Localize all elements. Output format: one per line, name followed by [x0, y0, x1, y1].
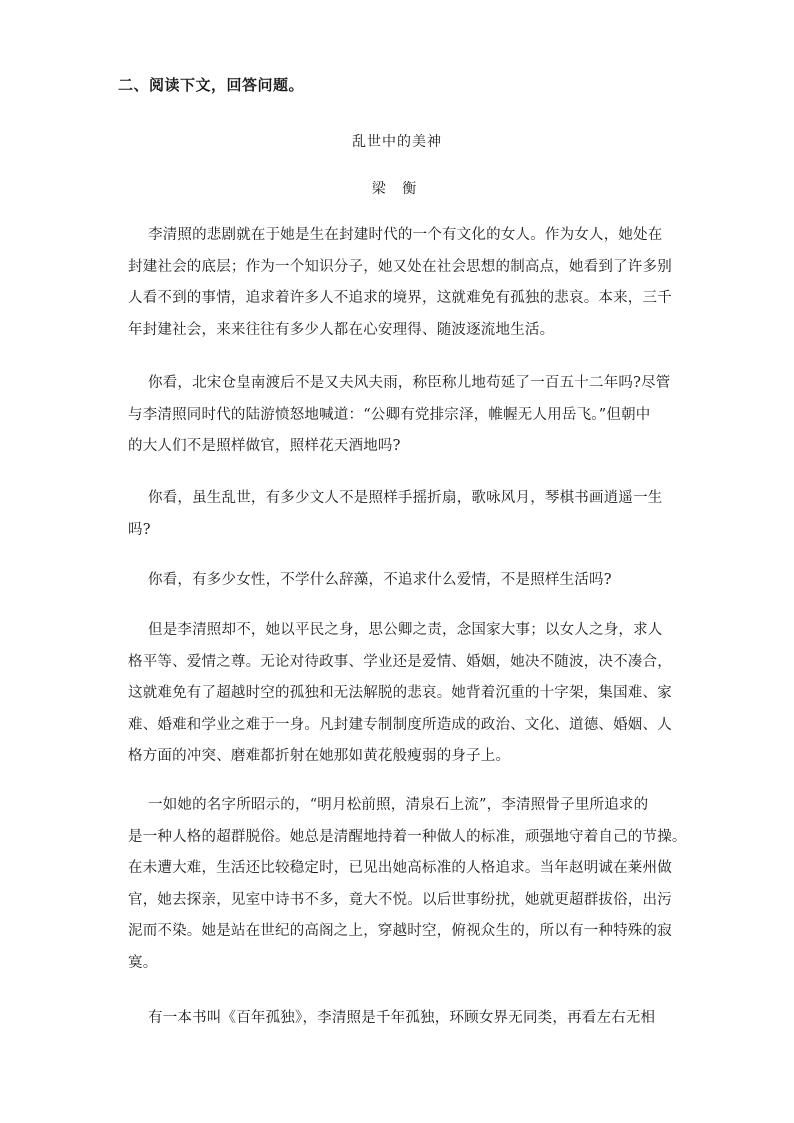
paragraph-6: [128, 790, 728, 979]
paragraph-line: 是一种人格的超群脱俗。她总是清醒地持着一种做人的标准，顽强地守着自己的节操。: [128, 828, 687, 845]
paragraph-line: 与李清照同时代的陆游愤怒地喊道：“公卿有党排宗泽，帷幄无人用岳飞。”但朝中: [128, 406, 651, 423]
paragraph-line: 格平等、爱情之尊。无论对待政事、学业还是爱情、婚姻，她决不随波，决不凑合，: [128, 653, 672, 670]
paragraph-line: 一如她的名字所昭示的，“明月松前照，清泉石上流”，李清照骨子里所追求的: [148, 797, 649, 813]
paragraph-line: 但是李清照却不，她以平民之身，思公卿之责，念国家大事；以女人之身，求人: [148, 622, 663, 638]
paragraph-5: [128, 615, 728, 773]
paragraph-line: 封建社会的底层；作为一个知识分子，她又处在社会思想的制高点，她看到了许多别: [128, 258, 672, 275]
paragraph-line: 你看，虽生乱世，有多少文人不是照样手摇折扇，歌咏风月，琴棋书画逍遥一生: [148, 490, 663, 506]
paragraph-line: 人看不到的事情，追求着许多人不追求的境界，这就难免有孤独的悲哀。本来，三千: [128, 290, 672, 306]
paragraph-line: 你看，有多少女性，不学什么辞藻，不追求什么爱情，不是照样生活吗?: [148, 572, 612, 588]
paragraph-line: 年封建社会，来来往往有多少人都在心安理得、随波逐流地生活。: [128, 321, 555, 338]
paragraph-line: 有一本书叫《百年孤独》，李清照是千年孤独，环顾女界无同类，再看左右无相: [148, 1010, 656, 1026]
paragraph-line: 的大人们不是照样做官，照样花天酒地吗?: [128, 438, 401, 454]
paragraph-line: 你看，北宋仓皇南渡后不是又夫风夫雨，称臣称儿地苟延了一百五十二年吗?尽管: [148, 375, 671, 391]
paragraph-1: [128, 220, 728, 346]
paragraph-7: [128, 1003, 728, 1035]
paragraph-2: [128, 368, 728, 463]
paragraph-line: 吗?: [128, 521, 151, 538]
paragraph-line: 寞。: [128, 954, 158, 971]
section-heading: 二、阅读下文，回答问题。: [118, 76, 305, 94]
paragraph-3: [128, 483, 728, 546]
paragraph-line: 官，她去探亲，见室中诗书不多，竟大不悦。以后世事纷扰，她就更超群拔俗，出污: [128, 891, 672, 908]
paragraph-line: 格方面的冲突、磨难都折射在她那如黄花般瘦弱的身子上。: [128, 748, 511, 764]
article-author: 梁 衡: [371, 181, 423, 197]
paragraph-line: 在未遭大难，生活还比较稳定时，已见出她高标准的人格追求。当年赵明诚在莱州做: [128, 860, 672, 876]
paragraph-line: 难、婚难和学业之难于一身。凡封建专制制度所造成的政治、文化、道德、婚姻、人: [128, 716, 672, 733]
paragraph-line: 泥而不染。她是站在世纪的高阁之上，穿越时空，俯视众生的，所以有一种特殊的寂: [128, 923, 672, 939]
paragraph-4: [128, 565, 728, 597]
paragraph-line: 这就难免有了超越时空的孤独和无法解脱的悲哀。她背着沉重的十字架，集国难、家: [128, 685, 672, 701]
paragraph-line: 李清照的悲剧就在于她是生在封建时代的一个有文化的女人。作为女人，她处在: [148, 227, 663, 243]
article-title: 乱世中的美神: [352, 134, 442, 150]
